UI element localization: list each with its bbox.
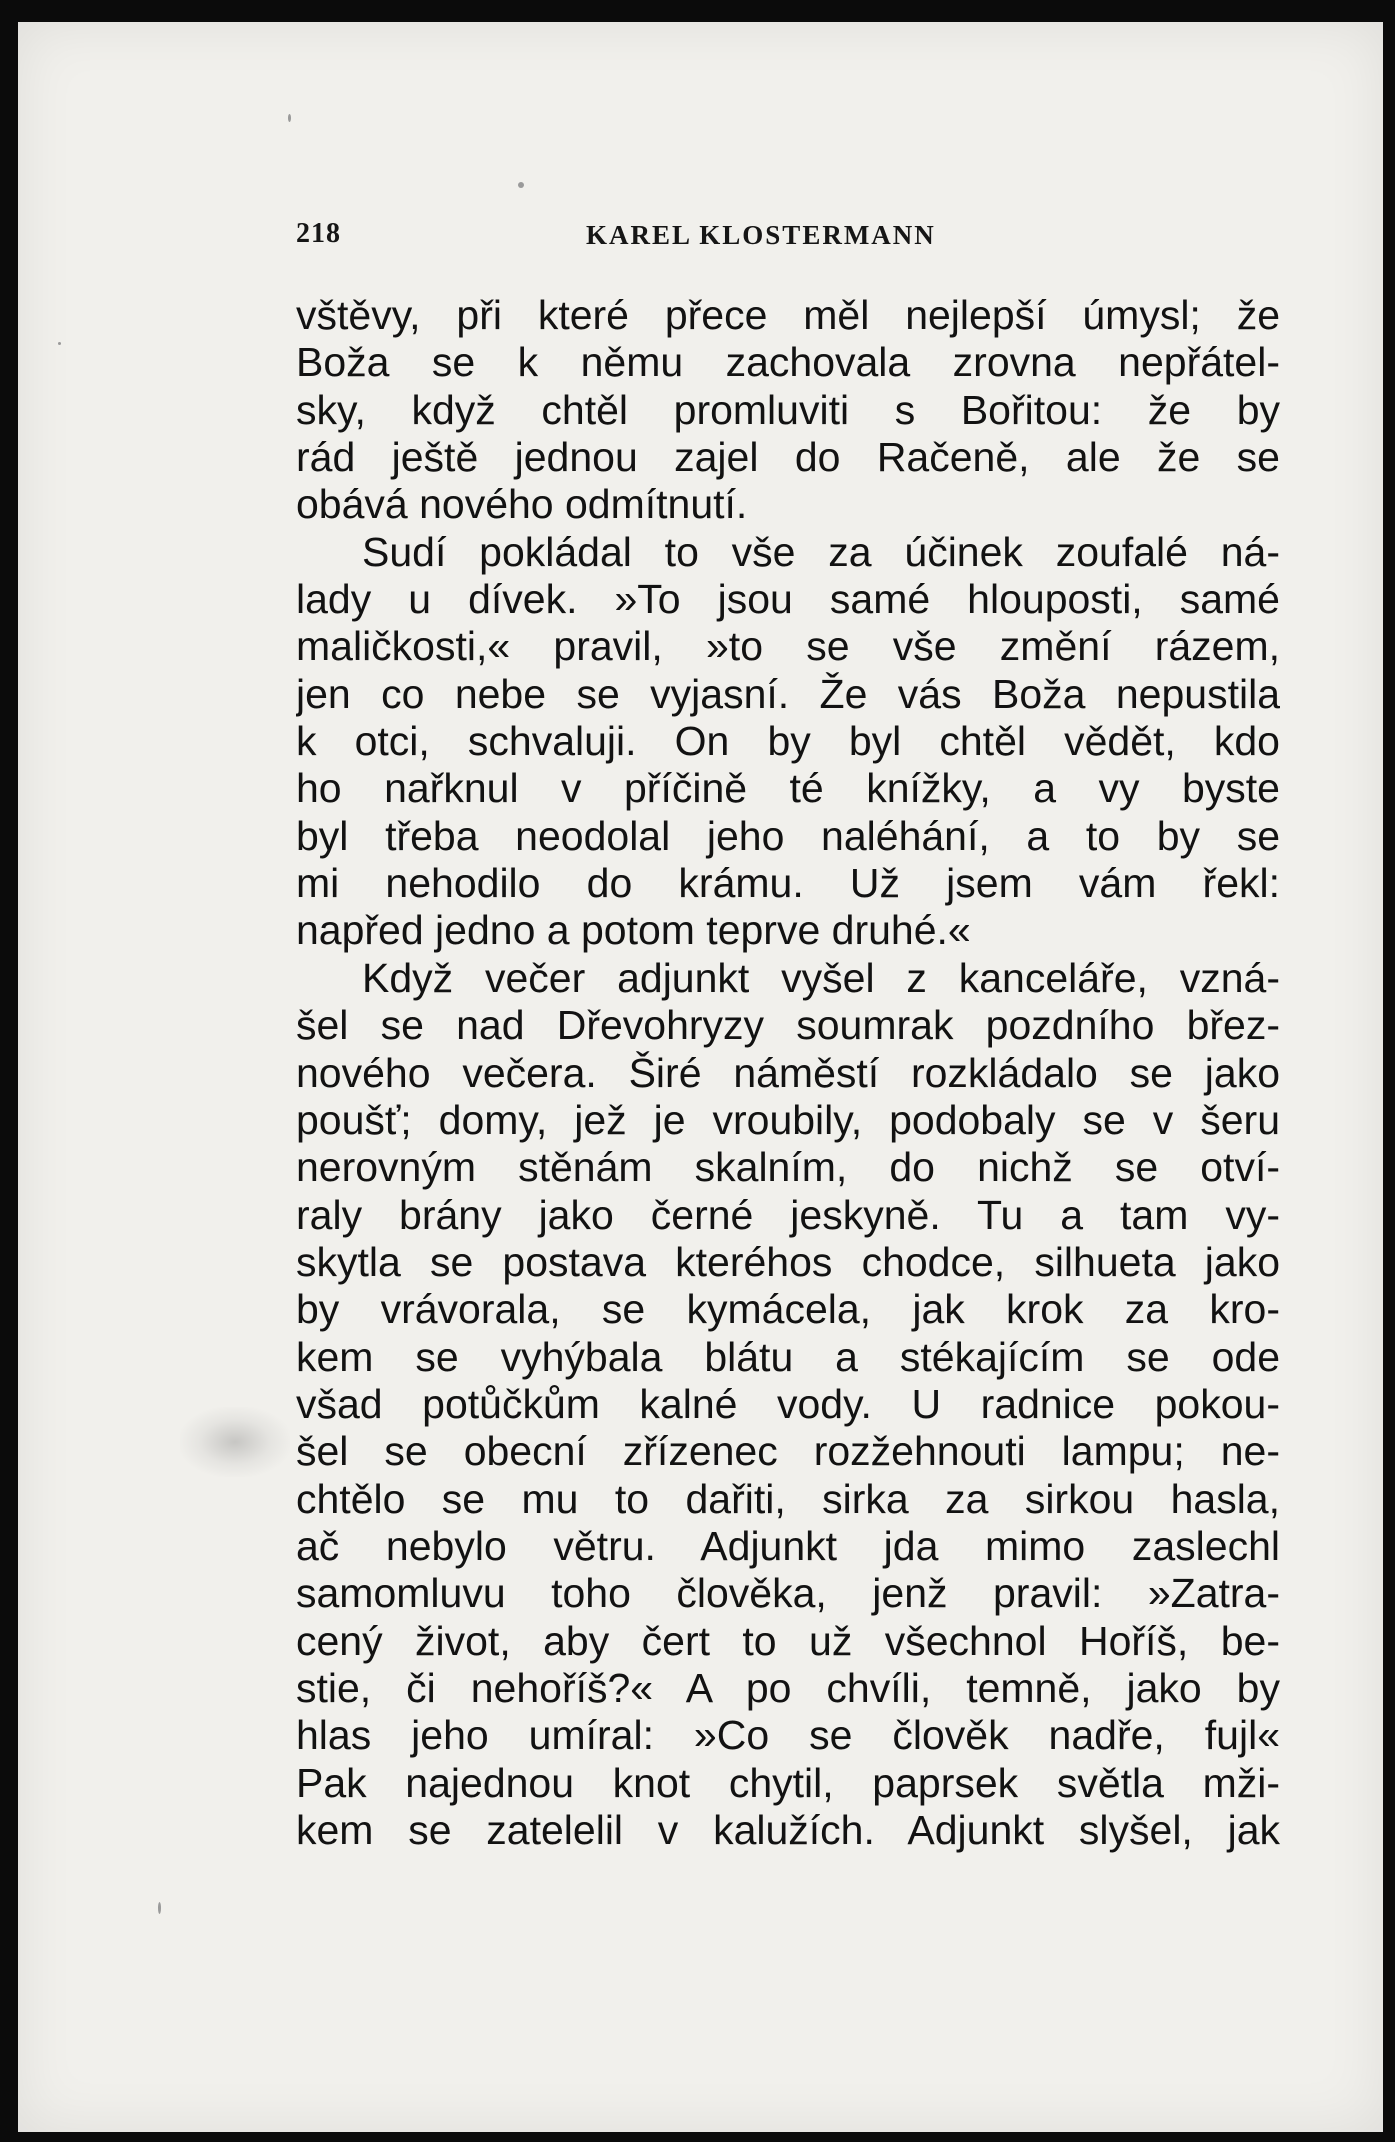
paper-speck	[518, 182, 524, 188]
text-line: Boža se k němu zachovala zrovna nepřátel-	[296, 339, 1280, 386]
text-line: poušť; domy, jež je vroubily, podobaly se v šeru	[296, 1096, 1280, 1143]
text-line: stie, či nehoříš?« A po chvíli, temně, jako by	[296, 1664, 1280, 1711]
text-line: šel se nad Dřevohryzy soumrak pozdního břez-	[296, 1002, 1280, 1049]
text-line: ač nebylo větru. Adjunkt jda mimo zaslechl	[296, 1522, 1280, 1569]
text-line: napřed jedno a potom teprve druhé.«	[296, 907, 971, 954]
text-line: by vrávorala, se kymácela, jak krok za kro-	[296, 1286, 1280, 1333]
text-line: Pak najednou knot chytil, paprsek světla mži-	[296, 1759, 1280, 1806]
text-line: nerovným stěnám skalním, do nichž se otví-	[296, 1144, 1280, 1191]
paper-speck	[288, 114, 291, 122]
text-line: sky, když chtěl promluviti s Bořitou: že by	[296, 386, 1280, 433]
text-line: raly brány jako černé jeskyně. Tu a tam vy-	[296, 1191, 1280, 1238]
text-line: Když večer adjunkt vyšel z kanceláře, vzná-	[362, 954, 1280, 1001]
text-line: jen co nebe se vyjasní. Že vás Boža nepustila	[296, 670, 1280, 717]
paper-speck	[58, 342, 61, 345]
page-number: 218	[296, 218, 341, 249]
body-text	[296, 292, 1280, 1854]
book-page	[18, 22, 1383, 2132]
text-line: kem se zatelelil v kalužích. Adjunkt slyšel, jak	[296, 1807, 1280, 1853]
text-line: mi nehodilo do krámu. Už jsem vám řekl:	[296, 860, 1280, 907]
text-line: kem se vyhýbala blátu a stékajícím se ode	[296, 1333, 1280, 1380]
text-line: vštěvy, při které přece měl nejlepší úmysl; že	[296, 292, 1280, 338]
text-line: Sudí pokládal to vše za účinek zoufalé ná-	[362, 528, 1280, 575]
text-line: všad potůčkům kalné vody. U radnice pokou-	[296, 1380, 1280, 1427]
text-line: hlas jeho umíral: »Co se člověk nadře, fujl«	[296, 1712, 1280, 1759]
text-line: nového večera. Širé náměstí rozkládalo se jako	[296, 1049, 1280, 1096]
text-line: skytla se postava kteréhos chodce, silhueta jako	[296, 1238, 1280, 1285]
text-line: samomluvu toho člověka, jenž pravil: »Zatra-	[296, 1570, 1280, 1617]
running-head: KAREL KLOSTERMANN	[586, 220, 936, 250]
text-line: cený život, aby čert to už všechnol Hoříš, be-	[296, 1617, 1280, 1664]
text-line: obává nového odmítnutí.	[296, 481, 748, 528]
text-line: k otci, schvaluji. On by byl chtěl vědět, kdo	[296, 718, 1280, 765]
text-line: byl třeba neodolal jeho naléhání, a to by se	[296, 812, 1280, 859]
paper-smudge	[180, 1407, 290, 1477]
text-line: lady u dívek. »To jsou samé hlouposti, samé	[296, 576, 1280, 623]
text-line: ho nařknul v příčině té knížky, a vy byste	[296, 765, 1280, 812]
paper-speck	[158, 1902, 161, 1914]
text-line: chtělo se mu to dařiti, sirka za sirkou hasla,	[296, 1475, 1280, 1522]
text-line: šel se obecní zřízenec rozžehnouti lampu; ne-	[296, 1428, 1280, 1475]
text-line: maličkosti,« pravil, »to se vše změní rázem,	[296, 623, 1280, 670]
text-line: rád ještě jednou zajel do Račeně, ale že se	[296, 434, 1280, 481]
